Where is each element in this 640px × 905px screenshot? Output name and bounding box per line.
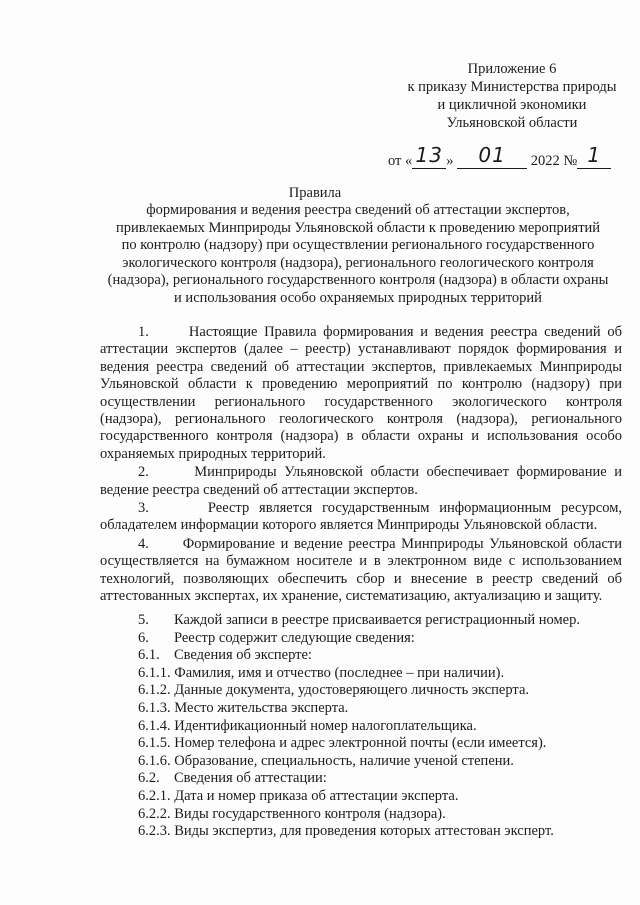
appendix-line-1: Приложение 6 — [467, 61, 557, 77]
order-day: 13 — [415, 143, 443, 167]
item-number: 6.1.4. — [138, 717, 171, 734]
item-number: 6.2.3. — [138, 823, 171, 840]
item-number: 6.2.1. — [138, 787, 171, 804]
subtitle-line: формирования и ведения реестра сведений об аттестации экспертов, — [146, 202, 570, 218]
list-item — [138, 788, 618, 806]
order-day-field — [412, 143, 446, 169]
item-number: 6.2. — [138, 770, 160, 787]
item-number: 6.1. — [138, 647, 160, 664]
paragraph-3: 3. Реестр является государственным информационным ресурсом, обладателем информации которого является Минприроды Ульяновской области. — [100, 500, 622, 534]
order-month: 01 — [478, 143, 506, 167]
subtitle-line: (надзора), регионального государственного контроля (надзора) в области охраны — [107, 272, 609, 289]
subtitle-line: привлекаемых Минприроды Ульяновской области к проведению мероприятий — [115, 219, 601, 236]
order-year: 2022 № — [530, 153, 578, 169]
document-body — [100, 324, 622, 606]
item-number: 6.1.1. — [138, 664, 171, 681]
item-text: Данные документа, удостоверяющего личность эксперта. — [174, 682, 530, 699]
item-number: 6.1.5. — [138, 735, 171, 752]
order-mid: » — [446, 153, 454, 169]
list-item — [138, 665, 618, 683]
item-text: Образование, специальность, наличие ученой степени. — [174, 752, 514, 769]
item-number: 6.2.2. — [138, 805, 171, 822]
order-date-number — [388, 143, 628, 170]
list-item — [138, 718, 618, 736]
item-number: 6.1.6. — [138, 752, 171, 769]
item-text: Сведения об аттестации: — [174, 770, 327, 787]
item-text: Сведения об эксперте: — [174, 647, 312, 664]
item-number: 6. — [138, 629, 149, 646]
item-text: Виды государственного контроля (надзора). — [174, 805, 446, 822]
item-number: 6.1.2. — [138, 682, 171, 699]
item-number: 5. — [138, 612, 149, 628]
item-text: Виды экспертиз, для проведения которых аттестован эксперт. — [174, 823, 554, 840]
item-text: Место жительства эксперта. — [174, 699, 349, 716]
item-text: Реестр содержит следующие сведения: — [174, 629, 415, 646]
subtitle-line: по контролю (надзору) при осуществлении регионального государственного — [121, 237, 595, 254]
item-text: Номер телефона и адрес электронной почты (если имеется). — [174, 735, 547, 752]
order-number-field — [577, 143, 611, 169]
item-text: Дата и номер приказа об аттестации эксперта. — [174, 787, 459, 804]
list-item — [138, 823, 618, 841]
item-text: Идентификационный номер налогоплательщика. — [174, 717, 477, 734]
list-item — [138, 682, 618, 700]
details-list — [138, 612, 618, 841]
paragraph-2: 2. Минприроды Ульяновской области обеспечивает формирование и ведение реестра сведений об аттестации экспертов. — [100, 464, 622, 498]
order-prefix: от « — [388, 153, 413, 169]
item-text: Каждой записи в реестре присваивается регистрационный номер. — [174, 612, 580, 628]
subtitle-line: и использования особо охраняемых природных территорий — [174, 289, 542, 306]
list-item — [138, 735, 618, 753]
order-number: 1 — [587, 143, 602, 167]
list-item — [138, 700, 618, 718]
item-text: Фамилия, имя и отчество (последнее – при наличии). — [174, 664, 505, 681]
list-item — [138, 753, 618, 771]
appendix-line-2: к приказу Министерства природы — [407, 79, 617, 95]
list-item — [138, 770, 618, 788]
paragraph-1: 1. Настоящие Правила формирования и ведения реестра сведений об аттестации экспертов (далее – реестр) устанавливают порядок формирования и ведения реестра сведений об аттестации экспертов, привлекаемых Минприроды Ульяновской области к проведению мероприятий по контролю (надзору) при осуществлении регионального государственного экологического контроля (надзора), регионального геологического контроля (надзора), регионального государственного контроля (надзора) в области охраны и использования особо охраняемых природных территорий. — [100, 324, 622, 462]
subtitle-line: экологического контроля (надзора), регионального геологического контроля — [122, 254, 594, 271]
document-title: Правила — [288, 185, 342, 201]
order-month-field — [457, 143, 527, 169]
item-number: 6.1.3. — [138, 699, 171, 716]
paragraph-4: 4. Формирование и ведение реестра Минприроды Ульяновской области осуществляется на бумажном носителе и в электронном виде с использованием технологий, позволяющих обеспечить сбор и внесение в реестр сведений об аттестованных экспертах, их хранение, систематизацию, актуализацию и защиту. — [100, 535, 622, 605]
list-item — [138, 647, 618, 665]
document-subtitle — [88, 202, 628, 308]
list-item — [138, 630, 618, 648]
list-item — [138, 612, 618, 630]
appendix-block — [392, 60, 632, 132]
list-item — [138, 806, 618, 824]
appendix-line-3: и цикличной экономики — [437, 97, 587, 113]
appendix-line-4: Ульяновской области — [446, 115, 578, 131]
